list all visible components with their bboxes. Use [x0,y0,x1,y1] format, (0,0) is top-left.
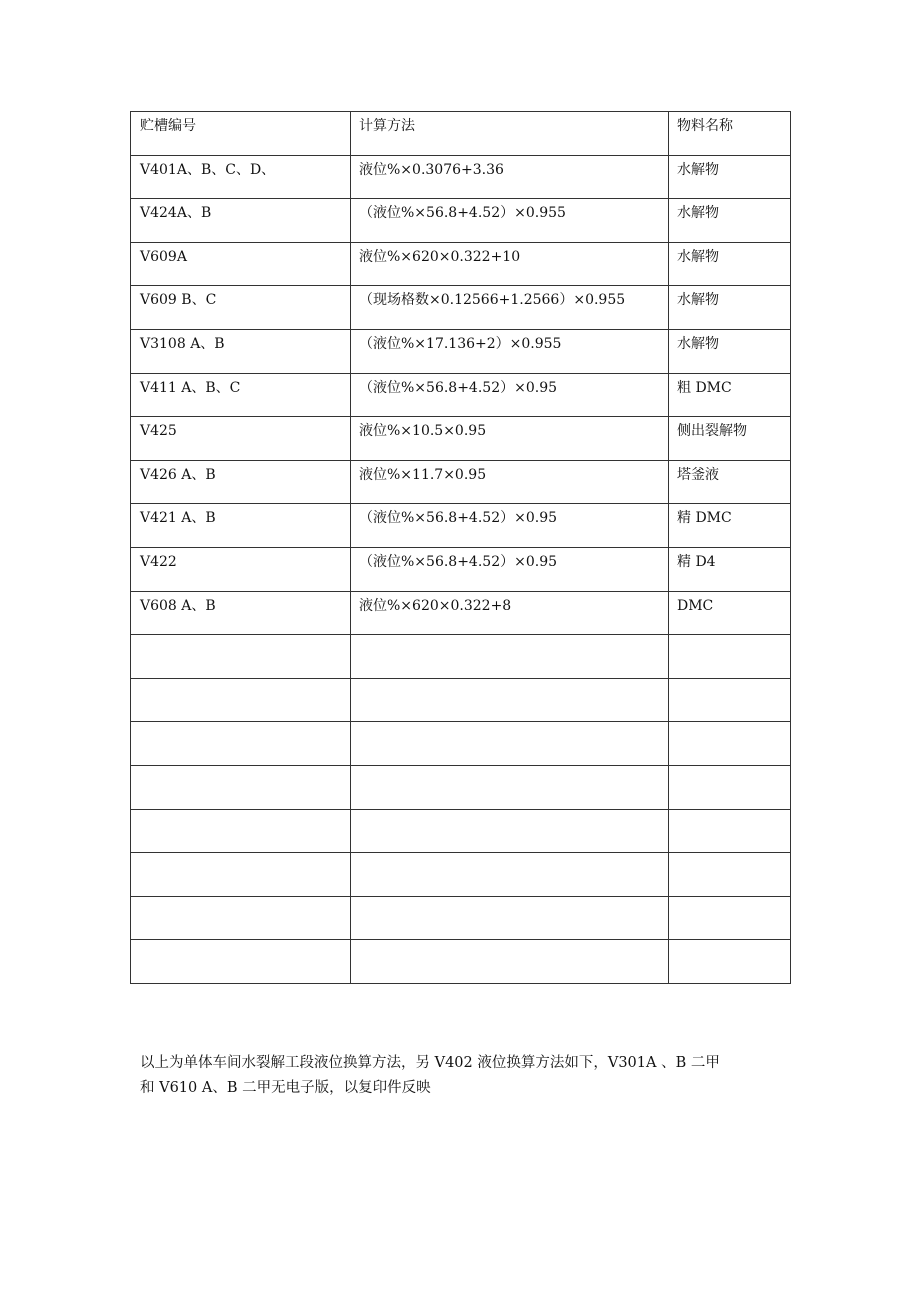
table-row [131,242,791,286]
cell-tank-id: V422 [131,547,351,591]
table-row [131,809,791,853]
cell-calc-method: 液位%×0.3076+3.36 [351,155,669,199]
cell-material-name: 水解物 [669,242,791,286]
cell-tank-id [131,940,351,984]
footnote-line-2: 和 V610 A、B 二甲无电子版，以复印件反映 [140,1080,431,1096]
table-row [131,940,791,984]
table-row [131,765,791,809]
cell-calc-method: （液位%×17.136+2）×0.955 [351,329,669,373]
table-row [131,373,791,417]
table-row [131,896,791,940]
cell-tank-id [131,896,351,940]
cell-tank-id: V421 A、B [131,504,351,548]
cell-calc-method: （液位%×56.8+4.52）×0.95 [351,504,669,548]
cell-calc-method [351,940,669,984]
table-row [131,329,791,373]
cell-tank-id: V608 A、B [131,591,351,635]
table-row [131,678,791,722]
header-tank-id: 贮槽编号 [131,112,351,156]
cell-tank-id: V411 A、B、C [131,373,351,417]
table-row [131,155,791,199]
cell-material-name: 水解物 [669,199,791,243]
cell-material-name: 侧出裂解物 [669,417,791,461]
cell-calc-method [351,678,669,722]
table-row [131,547,791,591]
cell-calc-method: （现场格数×0.12566+1.2566）×0.955 [351,286,669,330]
table-row [131,591,791,635]
cell-tank-id [131,678,351,722]
cell-calc-method: （液位%×56.8+4.52）×0.95 [351,373,669,417]
cell-tank-id [131,765,351,809]
cell-calc-method: 液位%×11.7×0.95 [351,460,669,504]
cell-tank-id: V425 [131,417,351,461]
cell-tank-id: V401A、B、C、D、 [131,155,351,199]
cell-calc-method [351,896,669,940]
cell-material-name [669,722,791,766]
cell-calc-method [351,809,669,853]
tank-calculation-table [130,111,791,984]
footnote-paragraph [140,1051,790,1101]
cell-calc-method: （液位%×56.8+4.52）×0.95 [351,547,669,591]
table-row [131,504,791,548]
cell-material-name [669,853,791,897]
cell-calc-method [351,765,669,809]
cell-tank-id: V426 A、B [131,460,351,504]
cell-material-name: DMC [669,591,791,635]
cell-material-name [669,940,791,984]
cell-calc-method [351,722,669,766]
cell-tank-id [131,809,351,853]
table-row [131,635,791,679]
cell-calc-method: （液位%×56.8+4.52）×0.955 [351,199,669,243]
cell-material-name: 水解物 [669,155,791,199]
cell-tank-id: V3108 A、B [131,329,351,373]
cell-calc-method: 液位%×620×0.322+8 [351,591,669,635]
table-body [131,112,791,984]
table-row [131,286,791,330]
table-header-row [131,112,791,156]
cell-tank-id [131,635,351,679]
cell-material-name: 精 DMC [669,504,791,548]
cell-material-name: 精 D4 [669,547,791,591]
cell-tank-id [131,853,351,897]
cell-tank-id: V609 B、C [131,286,351,330]
cell-material-name: 水解物 [669,286,791,330]
header-calc-method: 计算方法 [351,112,669,156]
table-row [131,853,791,897]
header-material-name: 物料名称 [669,112,791,156]
table-row [131,199,791,243]
cell-material-name [669,765,791,809]
cell-calc-method [351,853,669,897]
cell-material-name [669,896,791,940]
table-row [131,460,791,504]
footnote-line-1: 以上为单体车间水裂解工段液位换算方法，另 V402 液位换算方法如下，V301A 、B 二甲 [140,1055,720,1071]
cell-material-name: 水解物 [669,329,791,373]
cell-tank-id: V609A [131,242,351,286]
cell-tank-id [131,722,351,766]
cell-tank-id: V424A、B [131,199,351,243]
cell-calc-method: 液位%×620×0.322+10 [351,242,669,286]
cell-material-name [669,678,791,722]
cell-calc-method [351,635,669,679]
cell-material-name [669,635,791,679]
cell-material-name: 粗 DMC [669,373,791,417]
table-row [131,417,791,461]
cell-calc-method: 液位%×10.5×0.95 [351,417,669,461]
cell-material-name: 塔釜液 [669,460,791,504]
cell-material-name [669,809,791,853]
table-row [131,722,791,766]
